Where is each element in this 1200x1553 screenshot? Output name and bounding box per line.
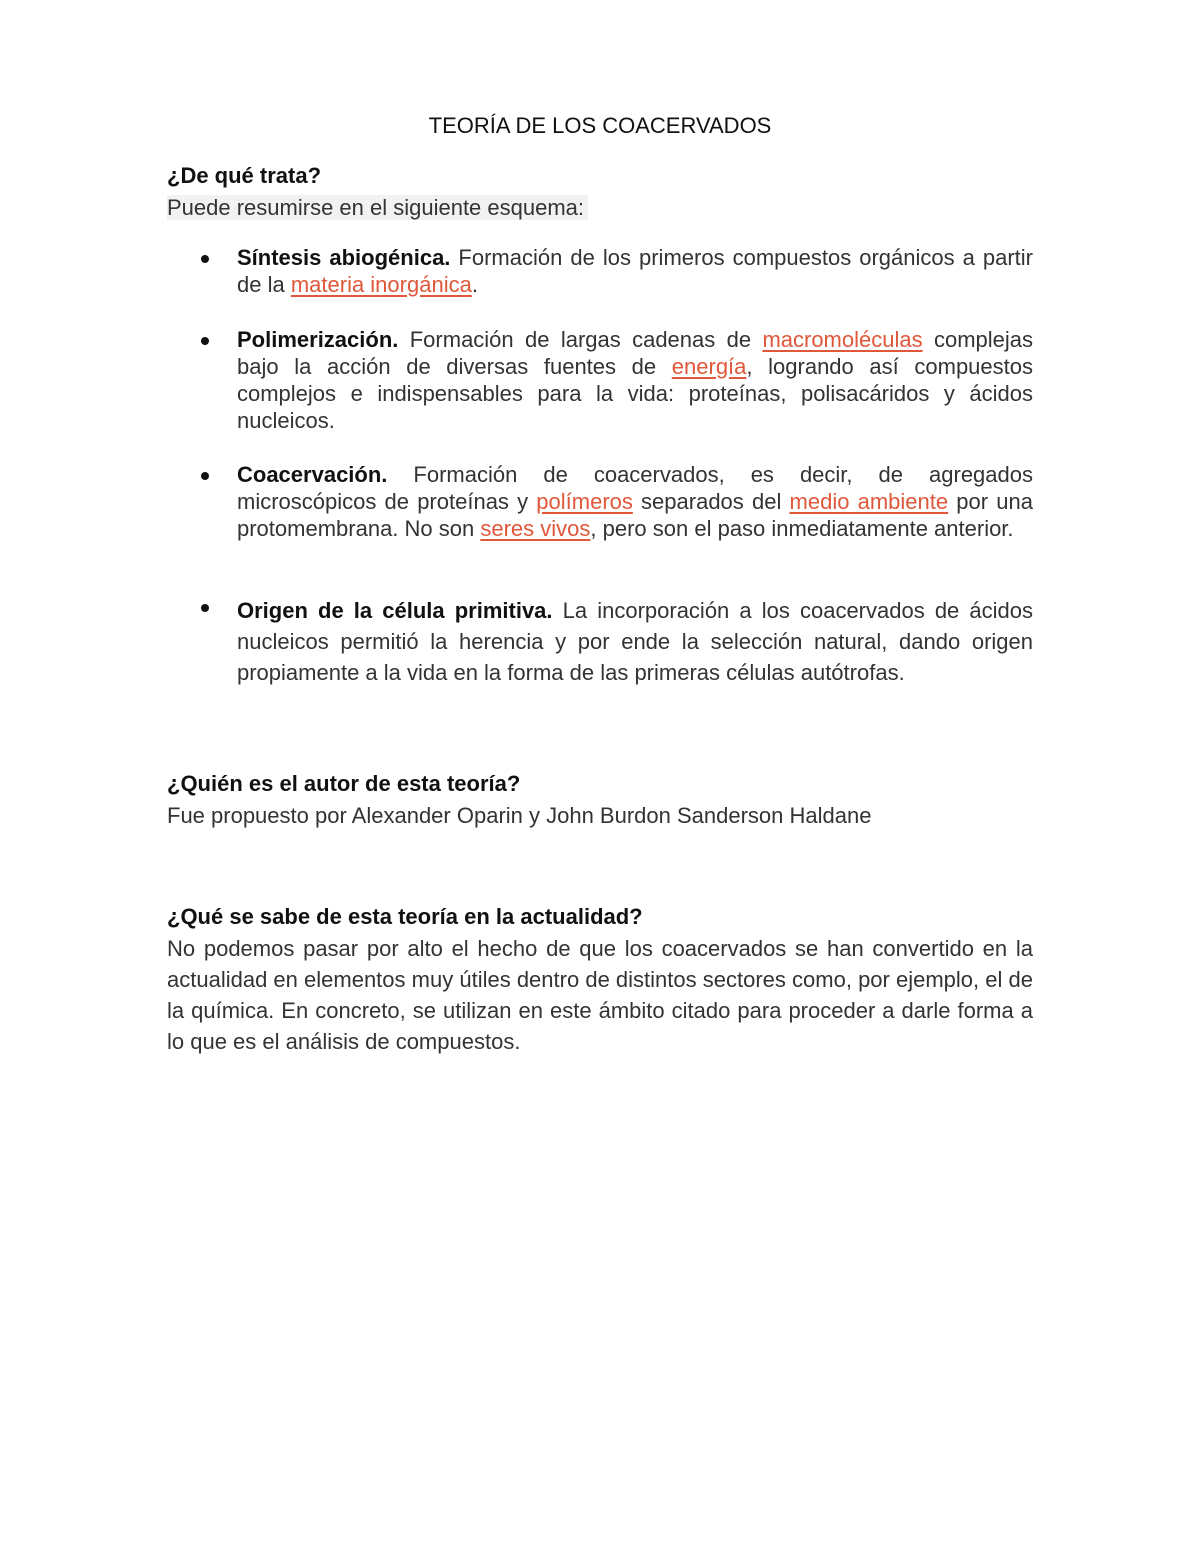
list-item-text: [237, 461, 1033, 542]
link-polimeros[interactable]: polímeros: [536, 489, 633, 514]
bullet-icon: [201, 604, 209, 612]
bullet-icon: [201, 472, 209, 480]
link-medio-ambiente[interactable]: medio ambiente: [789, 489, 949, 514]
item-body: separados del: [632, 489, 790, 514]
item-heading: Origen de la célula primitiva.: [237, 598, 553, 623]
item-body: , pero son el paso inmediatamente anterior.: [590, 516, 1014, 541]
item-body: por una protomembrana. No son: [237, 489, 1033, 541]
item-heading: Polimerización.: [237, 327, 399, 352]
link-materia-inorganica[interactable]: materia inorgánica: [290, 272, 472, 297]
item-body: Formación de los primeros compuestos orgánicos a partir de la: [237, 245, 1033, 297]
item-heading: Síntesis abiogénica.: [237, 245, 451, 270]
question-autor: ¿Quién es el autor de esta teoría?: [167, 771, 521, 796]
list-item-text: [237, 326, 1033, 434]
item-body: Formación de largas cadenas de: [398, 327, 763, 352]
question-de-que-trata: ¿De qué trata?: [167, 163, 322, 188]
intro-text: [167, 194, 588, 222]
item-body: complejas bajo la acción de diversas fuentes de: [237, 327, 1033, 379]
item-body: , logrando así compuestos complejos e indispensables para la vida: proteínas, polisacáridos y ácidos nucleicos.: [237, 354, 1034, 433]
item-body: .: [471, 272, 478, 297]
intro-highlight: Puede resumirse en el siguiente esquema:: [167, 195, 588, 220]
link-energia[interactable]: energía: [671, 354, 747, 379]
document-title: TEORÍA DE LOS COACERVADOS: [428, 113, 772, 138]
link-macromoleculas[interactable]: macromoléculas: [762, 327, 923, 352]
question-actualidad: ¿Qué se sabe de esta teoría en la actualidad?: [167, 904, 643, 929]
list-item-text: [237, 595, 1033, 688]
item-heading: Coacervación.: [237, 462, 388, 487]
item-body: Formación de coacervados, es decir, de agregados microscópicos de proteínas y: [237, 462, 1033, 514]
bullet-icon: [201, 337, 209, 345]
list-item-text: [237, 244, 1033, 298]
bullet-icon: [201, 255, 209, 263]
link-seres-vivos[interactable]: seres vivos: [480, 516, 591, 541]
item-body: La incorporación a los coacervados de ácidos nucleicos permitió la herencia y por ende la selección natural, dando origen propiamente a la vida en la forma de las primeras células autótrofas.: [237, 598, 1033, 685]
answer-actualidad: No podemos pasar por alto el hecho de que los coacervados se han convertido en la actualidad en elementos muy útiles dentro de distintos sectores como, por ejemplo, el de la química. En concreto, se utilizan en este ámbito citado para proceder a darle forma a lo que es el análisis de compuestos.: [167, 936, 1033, 1054]
answer-autor: Fue propuesto por Alexander Oparin y John Burdon Sanderson Haldane: [167, 803, 872, 828]
